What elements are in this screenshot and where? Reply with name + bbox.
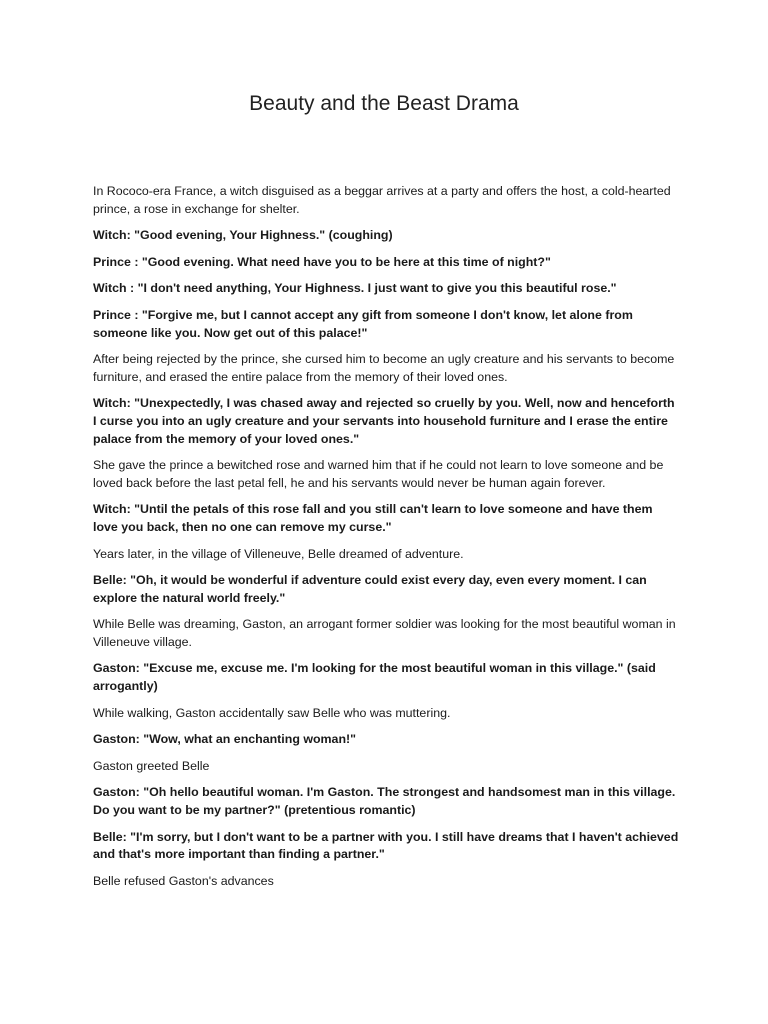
paragraph-7: Witch: "Unexpectedly, I was chased away and rejected so cruelly by you. Well, now and henceforth I curse you into an ugly creature and your servants into household furniture and I erase the entire palace from the memory of your loved ones." <box>93 396 675 446</box>
paragraph-17: Gaston: "Oh hello beautiful woman. I'm Gaston. The strongest and handsomest man in this village. Do you want to be my partner?" (pretentious romantic) <box>93 785 676 818</box>
paragraph-8: She gave the prince a bewitched rose and warned him that if he could not learn to love someone and be loved back before the last petal fell, he and his servants would never be human again forever. <box>93 458 664 490</box>
paragraph-14: While walking, Gaston accidentally saw Belle who was muttering. <box>93 705 451 720</box>
paragraph-19: Belle refused Gaston's advances <box>93 873 274 888</box>
paragraph-5: Prince : "Forgive me, but I cannot accept any gift from someone I don't know, let alone from someone like you. Now get out of this palace!" <box>93 307 633 340</box>
paragraph-18: Belle: "I'm sorry, but I don't want to be a partner with you. I still have dreams that I haven't achieved and that's more important than finding a partner." <box>93 829 679 862</box>
paragraph-4: Witch : "I don't need anything, Your Highness. I just want to give you this beautiful rose." <box>93 281 617 296</box>
paragraph-16: Gaston greeted Belle <box>93 758 210 773</box>
paragraph-2: Witch: "Good evening, Your Highness." (coughing) <box>93 228 393 243</box>
document-title: Beauty and the Beast Drama <box>249 92 519 115</box>
paragraph-9: Witch: "Until the petals of this rose fall and you still can't learn to love someone and have them love you back, then no one can remove my curse." <box>93 502 653 534</box>
paragraph-6: After being rejected by the prince, she cursed him to become an ugly creature and his servants to become furniture, and erased the entire palace from the memory of their loved ones. <box>93 352 675 384</box>
paragraph-10: Years later, in the village of Villeneuve, Belle dreamed of adventure. <box>93 546 464 561</box>
paragraph-1: In Rococo-era France, a witch disguised as a beggar arrives at a party and offers the host, a cold-hearted prince, a rose in exchange for shelter. <box>93 184 671 216</box>
paragraph-12: While Belle was dreaming, Gaston, an arrogant former soldier was looking for the most beautiful woman in Villeneuve village. <box>93 617 676 649</box>
paragraph-13: Gaston: "Excuse me, excuse me. I'm looking for the most beautiful woman in this village." (said arrogantly) <box>93 661 656 694</box>
paragraph-3: Prince : "Good evening. What need have you to be here at this time of night?" <box>93 254 551 269</box>
document-body <box>93 183 679 899</box>
paragraph-15: Gaston: "Wow, what an enchanting woman!" <box>93 732 357 747</box>
paragraph-11: Belle: "Oh, it would be wonderful if adventure could exist every day, even every moment. I can explore the natural world freely." <box>93 573 647 605</box>
